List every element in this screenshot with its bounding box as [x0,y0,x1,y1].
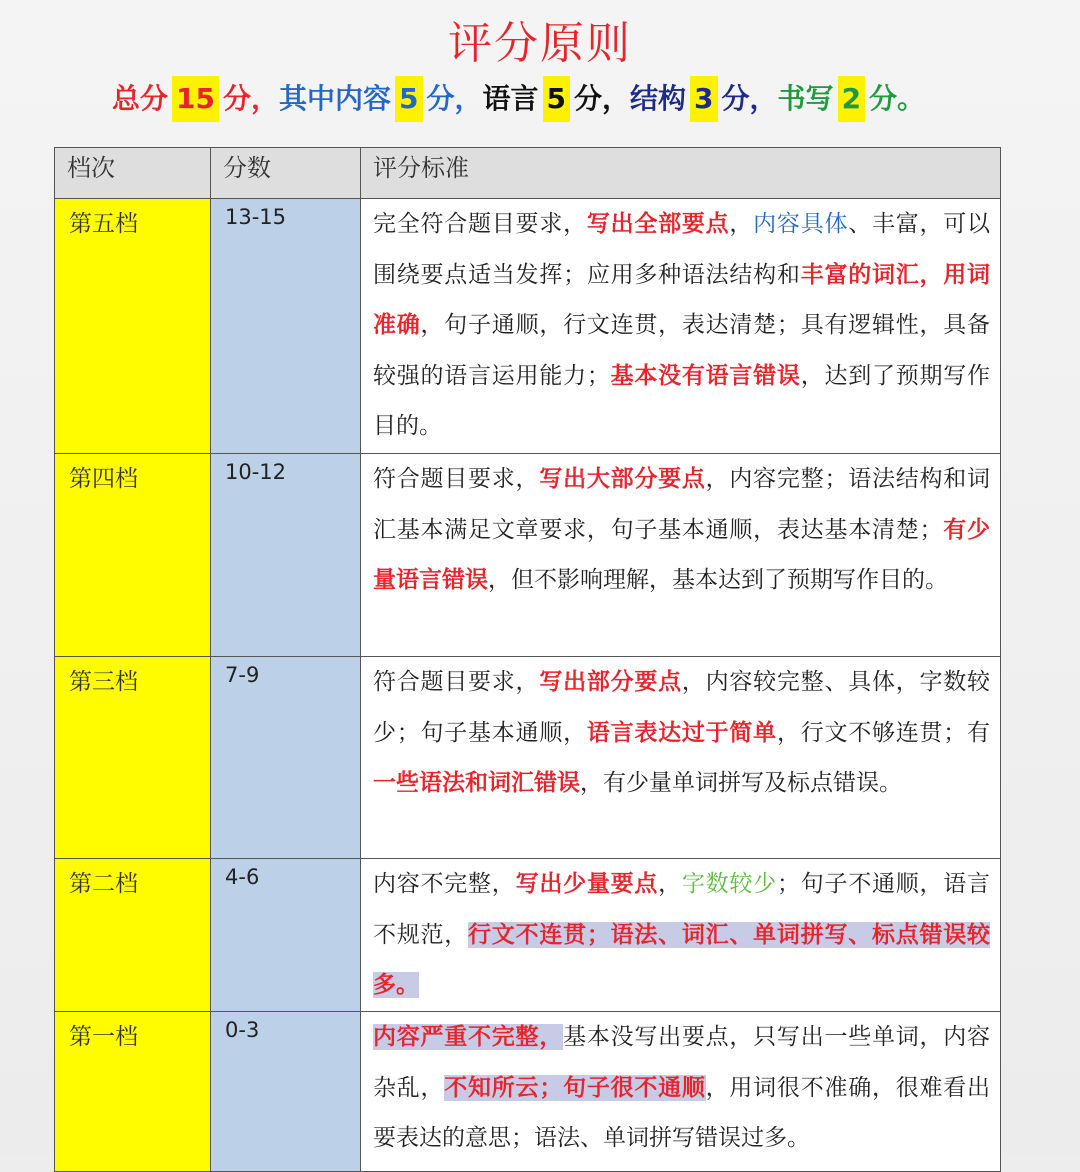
score-cell: 10-12 [211,454,361,657]
highlighted-criteria-text: 丰富的词汇，用词准确 [373,261,991,338]
highlighted-criteria-text: 语言表达过于简单 [586,719,777,746]
scoring-table [54,147,1001,1172]
summary-structure-label: 结构 [630,82,687,115]
highlighted-criteria-text: 字数较少 [681,871,777,897]
table-row [55,859,1001,1012]
highlighted-criteria-text: 不知所云；句子很不通顺 [444,1074,706,1101]
criteria-text: ，行文不够连贯；有 [776,719,991,746]
criteria-cell [361,657,1001,859]
score-cell: 13-15 [211,199,361,454]
criteria-text: ，内容较完整、具体，字数较少；句子基本通顺， [373,669,991,746]
criteria-text: 内容不完整， [373,871,516,897]
highlighted-criteria-text: 有少量语言错误 [373,516,991,593]
criteria-text: 符合题目要求， [373,466,540,492]
header-criteria: 评分标准 [361,148,1001,199]
criteria-cell [361,199,1001,454]
criteria-text: ， [729,211,754,237]
summary-content-value: 5 [395,76,422,122]
highlighted-criteria-text: 写出少量要点 [515,871,659,897]
criteria-text: ，句子通顺，行文连贯，表达清楚；具有逻辑性，具备较强的语言运用能力； [373,312,991,389]
summary-content-label: 其中内容 [279,82,392,115]
highlighted-criteria-text: 写出大部分要点 [539,466,706,492]
criteria-text: ，有少量单词拼写及标点错误。 [580,770,902,796]
summary-total-label: 总分 [112,82,169,115]
summary-total-value: 15 [172,76,219,122]
criteria-text: ，用词很不准确，很难看出要表达的意思；语法、单词拼写错误过多。 [373,1074,991,1151]
criteria-text: 基本没写出要点，只写出一些单词，内容杂乱， [373,1024,991,1101]
page-title: 评分原则 [448,18,632,69]
highlighted-criteria-text: 内容严重不完整， [373,1024,564,1050]
summary-writing-value: 2 [838,76,865,122]
table-row [55,199,1001,454]
score-cell: 4-6 [211,859,361,1012]
header-score: 分数 [211,148,361,199]
summary-language-unit: 分， [574,82,631,115]
criteria-text: ，内容完整；语法结构和词汇基本满足文章要求，句子基本通顺，表达基本清楚； [373,466,991,543]
score-cell: 0-3 [211,1012,361,1172]
highlighted-criteria-text: 内容具体 [753,211,849,237]
summary-writing-unit: 分。 [869,82,926,115]
highlighted-criteria-text: 一些语法和词汇错误 [373,770,580,796]
score-cell: 7-9 [211,657,361,859]
summary-language-label: 语言 [482,82,539,115]
criteria-text: 、丰富，可以围绕要点适当发挥；应用多种语法结构和 [373,211,991,288]
summary-writing-label: 书写 [777,82,834,115]
header-level: 档次 [55,148,211,199]
highlighted-criteria-text: 行文不连贯；语法、词汇、单词拼写、标点错误较多。 [373,921,991,998]
criteria-text: ；句子不通顺，语言不规范， [373,871,991,948]
table-row [55,454,1001,657]
summary-structure-value: 3 [690,76,717,122]
criteria-text: ，但不影响理解，基本达到了预期写作目的。 [488,567,948,593]
highlighted-criteria-text: 基本没有语言错误 [609,362,801,389]
criteria-text: ，达到了预期写作目的。 [373,362,991,439]
table-header-row [55,148,1001,199]
criteria-cell [361,454,1001,657]
highlighted-criteria-text: 写出全部要点 [586,211,730,237]
level-cell: 第一档 [55,1012,211,1172]
summary-total-unit: 分， [222,82,279,115]
level-cell: 第四档 [55,454,211,657]
summary-content-unit: 分， [426,82,483,115]
criteria-text: 完全符合题目要求， [373,211,587,237]
table-row [55,657,1001,859]
level-cell: 第二档 [55,859,211,1012]
table-row [55,1012,1001,1172]
score-summary [112,76,925,122]
summary-language-value: 5 [543,76,570,122]
level-cell: 第三档 [55,657,211,859]
summary-structure-unit: 分， [721,82,778,115]
level-cell: 第五档 [55,199,211,454]
criteria-cell [361,859,1001,1012]
highlighted-criteria-text: 写出部分要点 [539,669,682,695]
criteria-text: 符合题目要求， [373,669,540,695]
criteria-text: ， [658,871,682,897]
criteria-cell [361,1012,1001,1172]
